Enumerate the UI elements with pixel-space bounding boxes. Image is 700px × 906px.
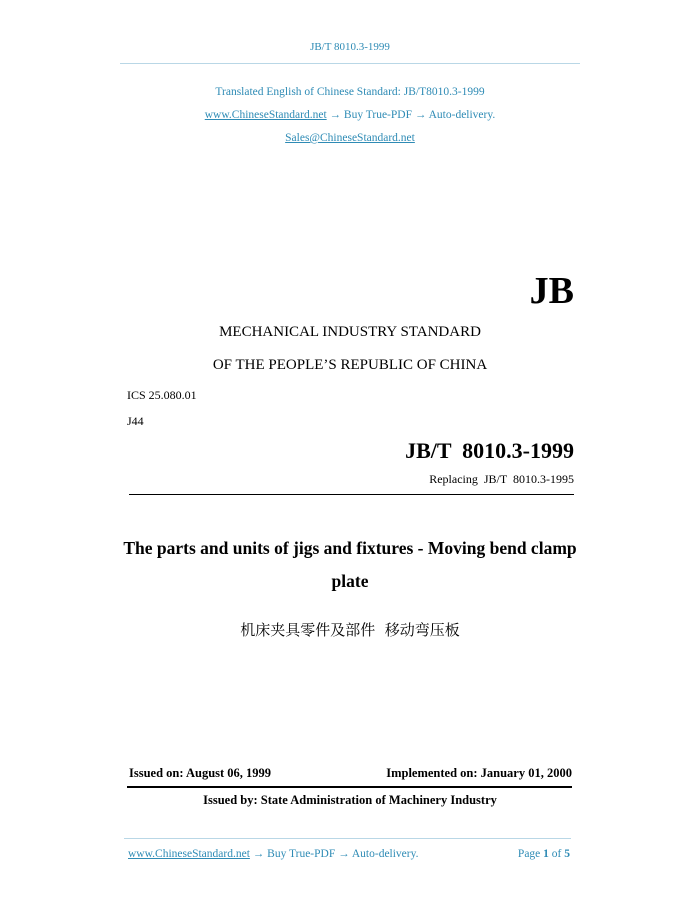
page-current: 1 (543, 848, 549, 860)
standard-title-line1: MECHANICAL INDUSTRY STANDARD (219, 324, 481, 340)
page-indicator (518, 848, 570, 860)
title-divider (129, 494, 574, 495)
site-link[interactable]: www.ChineseStandard.net (204, 109, 327, 121)
header-code: JB/T 8010.3-1999 (310, 41, 390, 53)
translation-notice-line: Translated English of Chinese Standard: JB/T8010.3-1999 (215, 86, 485, 98)
ccs-code: J44 (127, 414, 144, 428)
sales-email-link[interactable]: Sales@ChineseStandard.net (285, 132, 415, 144)
footer-auto-delivery-text: Auto-delivery. (351, 848, 419, 860)
implemented-date: Implemented on: January 01, 2000 (386, 766, 572, 780)
email-row (0, 132, 700, 144)
dates-divider (127, 786, 572, 788)
footer-links-row (128, 848, 419, 860)
arrow-right-icon: → (338, 848, 350, 860)
standard-number: JB/T 8010.3-1999 (405, 438, 574, 463)
replacing-note: Replacing JB/T 8010.3-1995 (429, 472, 574, 486)
buy-true-pdf-text: Buy True-PDF (343, 109, 412, 121)
page-total: 5 (564, 848, 570, 860)
arrow-right-icon: → (329, 109, 342, 121)
document-title-chinese: 机床夹具零件及部件 移动弯压板 (240, 621, 460, 639)
translation-links-row (0, 109, 700, 121)
standard-title-line2: OF THE PEOPLE’S REPUBLIC OF CHINA (212, 357, 488, 373)
arrow-right-icon: → (252, 848, 265, 860)
issued-by: Issued by: State Administration of Machinery Industry (203, 793, 497, 807)
issued-date: Issued on: August 06, 1999 (129, 766, 272, 780)
arrow-right-icon: → (414, 109, 427, 121)
document-title-line2: plate (331, 571, 369, 591)
footer-divider (124, 838, 571, 839)
footer-site-link[interactable]: www.ChineseStandard.net (128, 848, 250, 860)
ics-code: ICS 25.080.01 (127, 388, 197, 402)
header-divider (120, 63, 580, 64)
page-label: Page (517, 848, 541, 860)
document-title-line1: The parts and units of jigs and fixtures - Moving bend clamp (123, 538, 577, 558)
footer-buy-text: Buy True-PDF (267, 848, 336, 860)
jb-logo: JB (529, 270, 574, 312)
page-of: of (551, 848, 562, 860)
auto-delivery-text: Auto-delivery. (428, 109, 496, 121)
